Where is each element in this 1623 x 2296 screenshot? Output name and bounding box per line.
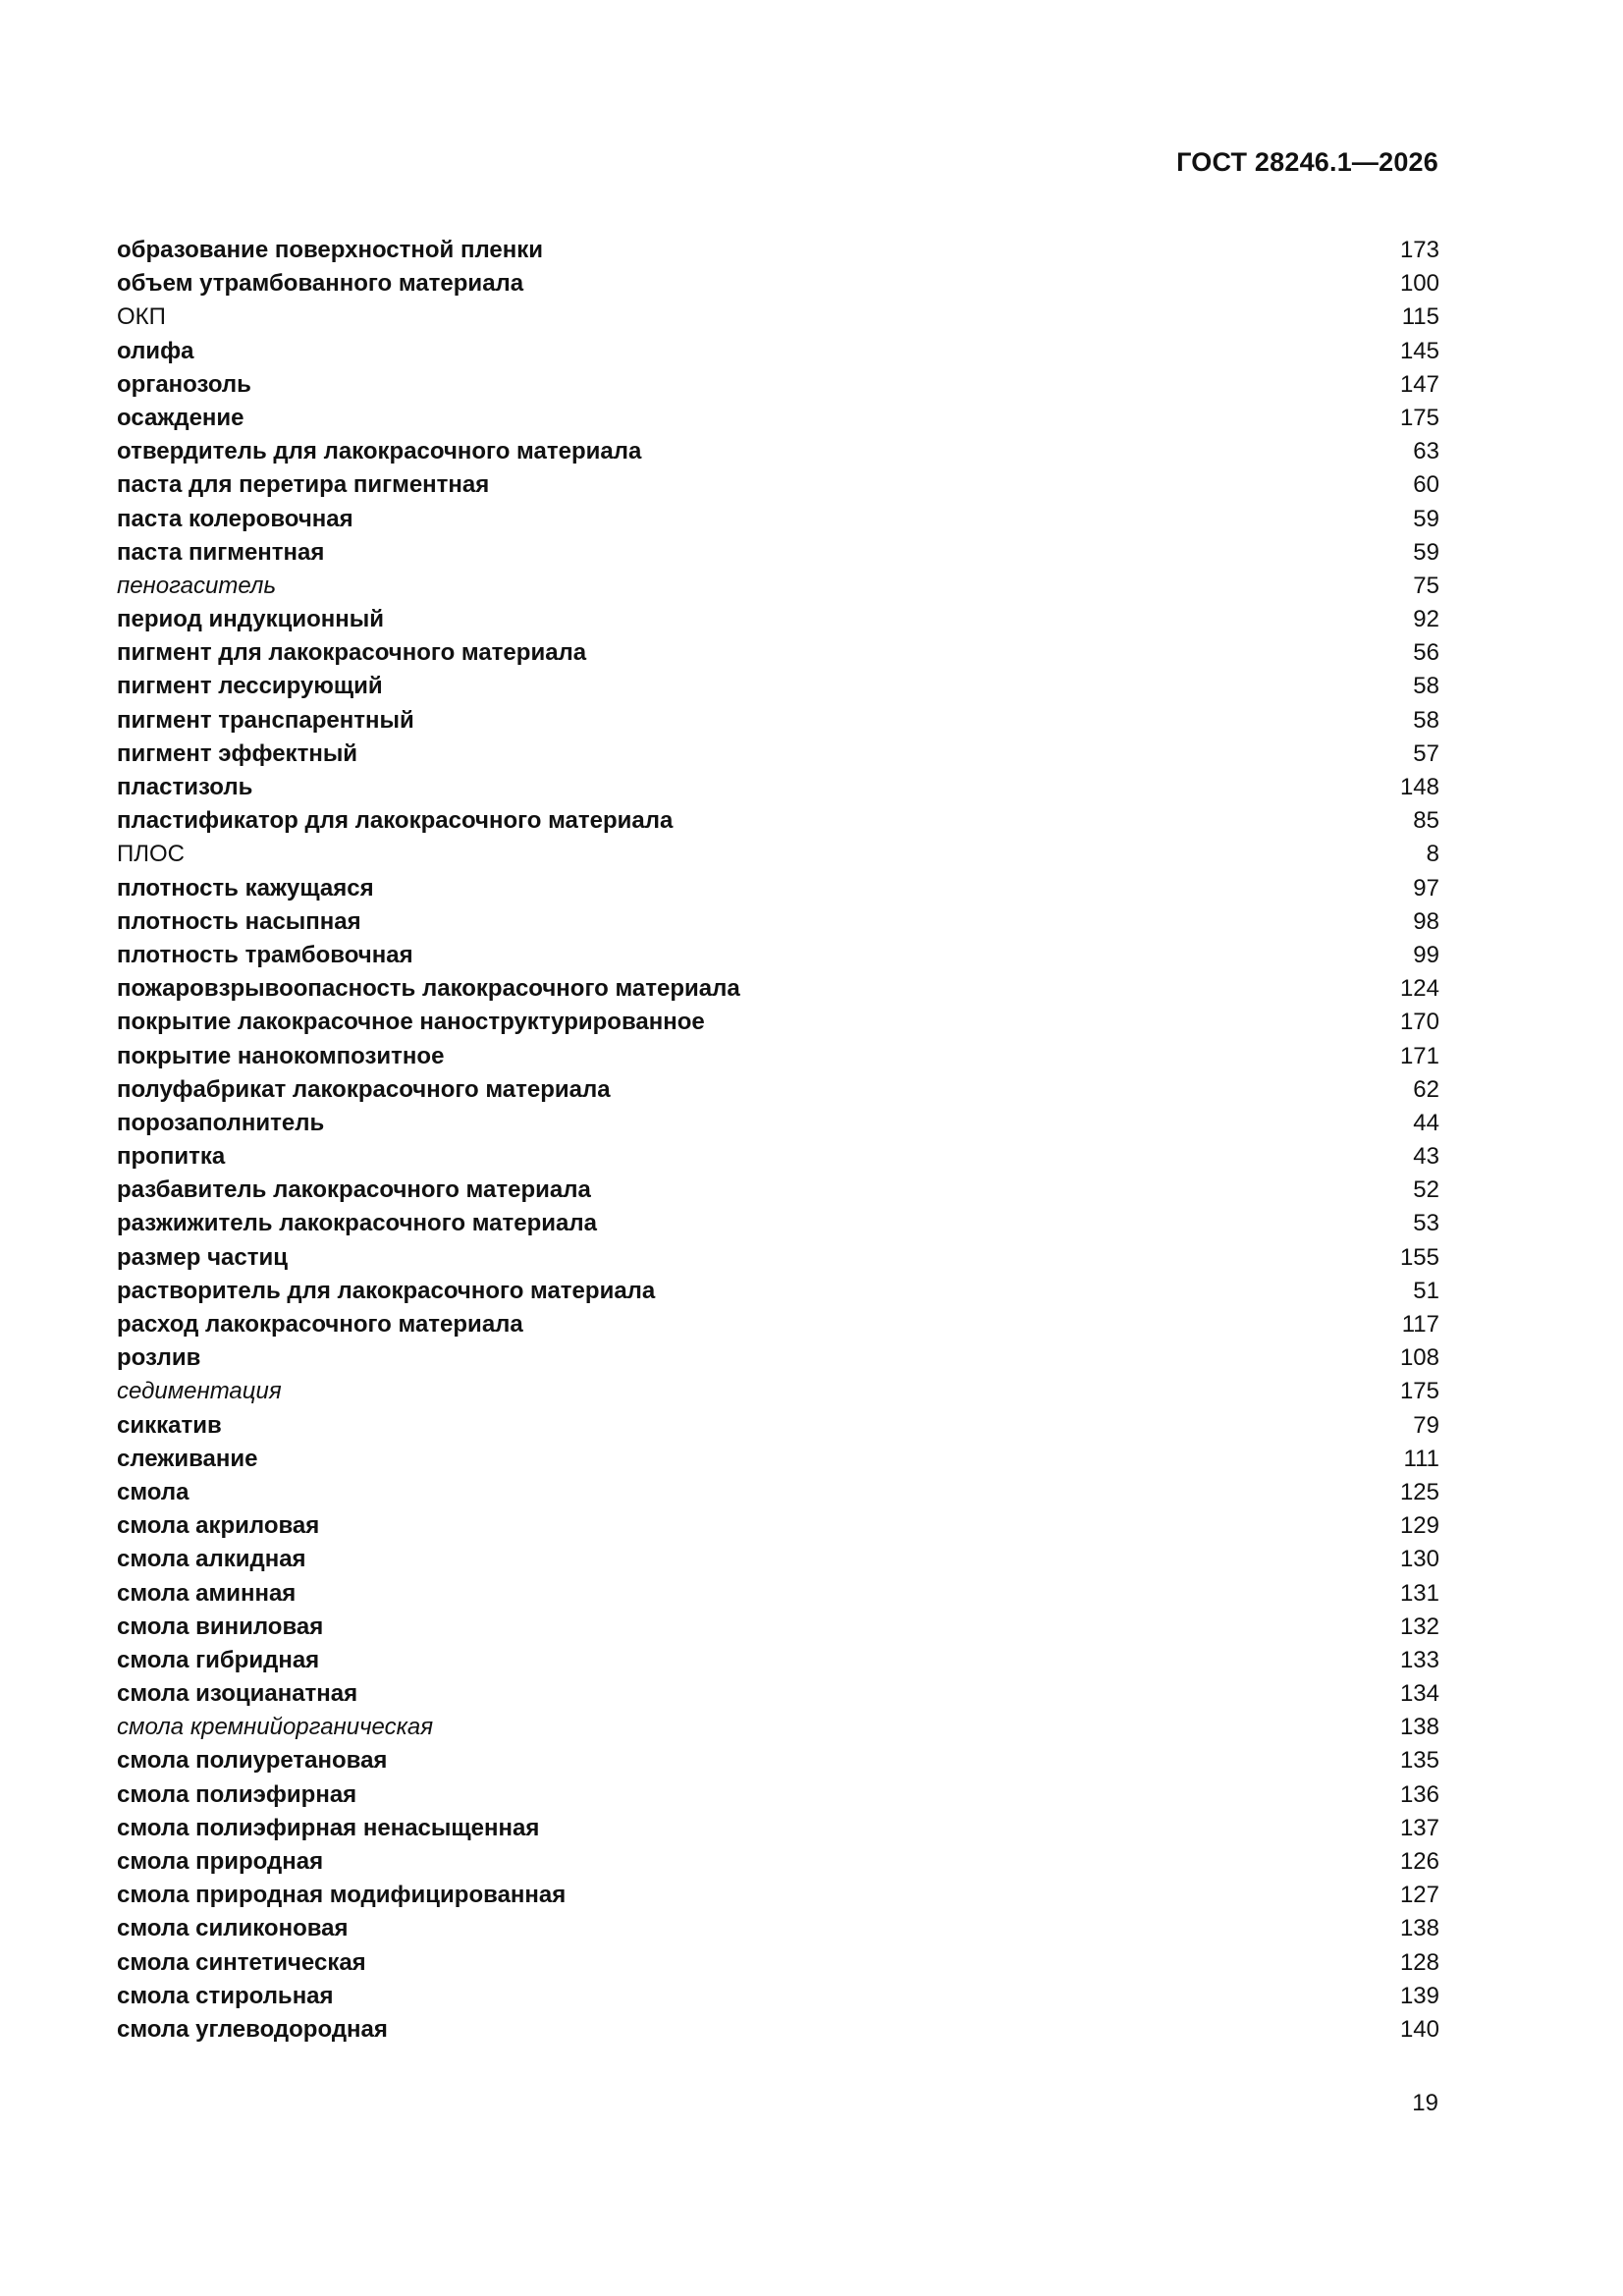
index-term-number: 58 xyxy=(1413,706,1439,734)
index-term: смола природная модифицированная xyxy=(117,1882,567,1909)
index-term: размер частиц xyxy=(117,1243,288,1271)
index-term: смола виниловая xyxy=(117,1613,324,1640)
index-term-number: 173 xyxy=(1399,237,1439,263)
index-entry xyxy=(117,468,1439,502)
index-term: разжижитель лакокрасочного материала xyxy=(117,1210,597,1237)
index-entry xyxy=(117,1341,1439,1375)
index-term-number: 98 xyxy=(1413,907,1439,935)
index-entry xyxy=(117,1912,1439,1945)
index-term-number: 99 xyxy=(1413,941,1439,968)
index-entry xyxy=(117,1073,1439,1107)
index-entry xyxy=(117,1744,1439,1777)
index-term: смола полиэфирная xyxy=(117,1780,357,1808)
index-term-number: 79 xyxy=(1413,1411,1439,1439)
index-entry xyxy=(117,2013,1439,2047)
index-term-number: 155 xyxy=(1399,1243,1439,1271)
index-term: смола алкидная xyxy=(117,1546,306,1573)
index-term-number: 131 xyxy=(1399,1579,1439,1607)
index-term: пожаровзрывоопасность лакокрасочного материала xyxy=(117,975,740,1003)
index-entry xyxy=(117,804,1439,838)
index-entry xyxy=(117,1879,1439,1912)
index-entry xyxy=(117,704,1439,738)
index-entry xyxy=(117,267,1439,301)
index-entry xyxy=(117,402,1439,435)
index-term-number: 52 xyxy=(1413,1176,1439,1204)
index-term: ОКП xyxy=(117,303,166,331)
index-term-number: 133 xyxy=(1399,1646,1439,1673)
index-entry xyxy=(117,1140,1439,1174)
index-term-number: 57 xyxy=(1413,739,1439,767)
index-entry xyxy=(117,234,1439,267)
index-term-number: 60 xyxy=(1413,471,1439,499)
index-term-number: 128 xyxy=(1399,1948,1439,1976)
index-term-number: 138 xyxy=(1399,1915,1439,1942)
index-term: покрытие лакокрасочное наноструктурированное xyxy=(117,1009,705,1036)
index-term: смола полиэфирная ненасыщенная xyxy=(117,1814,540,1841)
index-term-number: 111 xyxy=(1403,1445,1439,1472)
index-term: смола аминная xyxy=(117,1579,297,1607)
index-entry xyxy=(117,435,1439,468)
index-term-number: 145 xyxy=(1399,337,1439,364)
index-term-number: 92 xyxy=(1413,606,1439,633)
index-entry xyxy=(117,1845,1439,1879)
index-term: органозоль xyxy=(117,370,251,398)
index-term-number: 132 xyxy=(1399,1613,1439,1640)
index-entry xyxy=(117,1107,1439,1140)
index-term: разбавитель лакокрасочного материала xyxy=(117,1176,591,1204)
index-term: плотность трамбовочная xyxy=(117,941,413,968)
index-entry xyxy=(117,1711,1439,1744)
index-entry xyxy=(117,1509,1439,1543)
index-term-number: 175 xyxy=(1399,1378,1439,1405)
index-term: объем утрамбованного материала xyxy=(117,270,524,298)
index-term: смола синтетическая xyxy=(117,1948,366,1976)
index-term: пигмент эффектный xyxy=(117,739,358,767)
index-term-number: 85 xyxy=(1413,807,1439,835)
index-entry xyxy=(117,1040,1439,1073)
index-entry xyxy=(117,1812,1439,1845)
index-term: смола углеводородная xyxy=(117,2015,388,2043)
index-term-number: 125 xyxy=(1399,1478,1439,1505)
index-entry xyxy=(117,738,1439,771)
index-term-number: 43 xyxy=(1413,1143,1439,1171)
index-entry xyxy=(117,1644,1439,1677)
index-term: ПЛОС xyxy=(117,841,185,868)
index-entry xyxy=(117,1275,1439,1308)
index-entry xyxy=(117,939,1439,972)
index-entry xyxy=(117,1409,1439,1443)
index-term: смола изоцианатная xyxy=(117,1680,358,1708)
index-term: смола полиуретановая xyxy=(117,1747,388,1775)
index-entry xyxy=(117,838,1439,871)
index-term: паста колеровочная xyxy=(117,505,353,532)
index-term: растворитель для лакокрасочного материала xyxy=(117,1277,656,1304)
index-term: полуфабрикат лакокрасочного материала xyxy=(117,1075,611,1103)
index-term-number: 59 xyxy=(1413,538,1439,566)
index-term: пластизоль xyxy=(117,774,253,800)
index-entry xyxy=(117,1174,1439,1207)
page-number: 19 xyxy=(1412,2090,1438,2116)
document-header: ГОСТ 28246.1—2026 xyxy=(1176,147,1438,177)
index-entry xyxy=(117,603,1439,636)
index-term: покрытие нанокомпозитное xyxy=(117,1042,445,1069)
index-entry xyxy=(117,905,1439,939)
index-term: плотность насыпная xyxy=(117,907,361,935)
index-entry xyxy=(117,972,1439,1006)
index-term-number: 126 xyxy=(1399,1848,1439,1875)
index-term: расход лакокрасочного материала xyxy=(117,1311,523,1338)
index-term-number: 137 xyxy=(1399,1814,1439,1841)
index-term-number: 53 xyxy=(1413,1210,1439,1237)
index-term: смола акриловая xyxy=(117,1512,320,1540)
index-entry xyxy=(117,503,1439,536)
index-term: порозаполнитель xyxy=(117,1109,325,1136)
index-term-number: 127 xyxy=(1399,1882,1439,1909)
index-term: пеногаситель xyxy=(117,572,277,599)
index-term-number: 100 xyxy=(1399,270,1439,298)
index-entry xyxy=(117,536,1439,570)
index-entry xyxy=(117,368,1439,402)
index-entry xyxy=(117,1375,1439,1408)
index-term-number: 175 xyxy=(1399,404,1439,431)
index-entry xyxy=(117,1543,1439,1576)
index-term-number: 129 xyxy=(1399,1512,1439,1540)
index-term-number: 134 xyxy=(1399,1680,1439,1708)
index-term-number: 171 xyxy=(1399,1042,1439,1069)
index-term-number: 148 xyxy=(1399,774,1439,800)
index-term-number: 130 xyxy=(1399,1546,1439,1573)
index-term: паста для перетира пигментная xyxy=(117,471,490,499)
index-entry xyxy=(117,335,1439,368)
index-entry xyxy=(117,636,1439,670)
index-term-number: 115 xyxy=(1401,303,1439,331)
index-term: пигмент лессирующий xyxy=(117,673,383,700)
index-term: олифа xyxy=(117,337,194,364)
index-term: пластификатор для лакокрасочного материала xyxy=(117,807,674,835)
index-term-number: 135 xyxy=(1399,1747,1439,1775)
index-entry xyxy=(117,1476,1439,1509)
index-term: смола гибридная xyxy=(117,1646,320,1673)
index-entry xyxy=(117,1611,1439,1644)
index-term-number: 170 xyxy=(1399,1009,1439,1036)
index-entry xyxy=(117,670,1439,703)
index-entry xyxy=(117,1980,1439,2013)
index-term-number: 8 xyxy=(1426,841,1439,868)
index-entry xyxy=(117,872,1439,905)
index-term: пропитка xyxy=(117,1143,226,1171)
index-term-number: 59 xyxy=(1413,505,1439,532)
index-term: смола природная xyxy=(117,1848,324,1875)
index-term-number: 138 xyxy=(1399,1714,1439,1741)
index-term-number: 117 xyxy=(1401,1311,1439,1338)
index-term-number: 58 xyxy=(1413,673,1439,700)
index-term: пигмент транспарентный xyxy=(117,706,414,734)
index-term-number: 62 xyxy=(1413,1075,1439,1103)
index-entry xyxy=(117,1308,1439,1341)
index-entry xyxy=(117,1006,1439,1039)
index-entry xyxy=(117,1677,1439,1711)
index-term: отвердитель для лакокрасочного материала xyxy=(117,438,642,465)
index-term: период индукционный xyxy=(117,606,385,633)
index-term-number: 136 xyxy=(1399,1780,1439,1808)
index-term: сиккатив xyxy=(117,1411,222,1439)
index-term: плотность кажущаяся xyxy=(117,874,374,902)
index-term: слеживание xyxy=(117,1445,258,1472)
index-term-number: 56 xyxy=(1413,639,1439,667)
index-term: смола силиконовая xyxy=(117,1915,349,1942)
index-entry xyxy=(117,1207,1439,1240)
index-term-number: 124 xyxy=(1399,975,1439,1003)
index-term: смола xyxy=(117,1478,189,1505)
index-term-number: 140 xyxy=(1399,2015,1439,2043)
index-entry xyxy=(117,1577,1439,1611)
index-entry xyxy=(117,1946,1439,1980)
index-term: смола кремнийорганическая xyxy=(117,1714,434,1741)
index-term-number: 44 xyxy=(1413,1109,1439,1136)
index-term-number: 147 xyxy=(1399,370,1439,398)
index-term-number: 97 xyxy=(1413,874,1439,902)
index-term: осаждение xyxy=(117,404,244,431)
index-term: смола стирольная xyxy=(117,1982,334,2009)
index-entry xyxy=(117,301,1439,334)
index-term-number: 75 xyxy=(1413,572,1439,599)
index-term: седиментация xyxy=(117,1378,282,1405)
index-term-number: 108 xyxy=(1399,1344,1439,1372)
index-term: розлив xyxy=(117,1344,201,1372)
index-entry xyxy=(117,771,1439,804)
index-term: образование поверхностной пленки xyxy=(117,237,544,263)
index-entry xyxy=(117,1443,1439,1476)
index-term: паста пигментная xyxy=(117,538,325,566)
index-entry xyxy=(117,570,1439,603)
index-term: пигмент для лакокрасочного материала xyxy=(117,639,587,667)
index-term-number: 51 xyxy=(1413,1277,1439,1304)
alphabetical-index xyxy=(117,234,1439,2047)
index-entry xyxy=(117,1241,1439,1275)
index-term-number: 63 xyxy=(1413,438,1439,465)
index-entry xyxy=(117,1778,1439,1812)
index-term-number: 139 xyxy=(1399,1982,1439,2009)
